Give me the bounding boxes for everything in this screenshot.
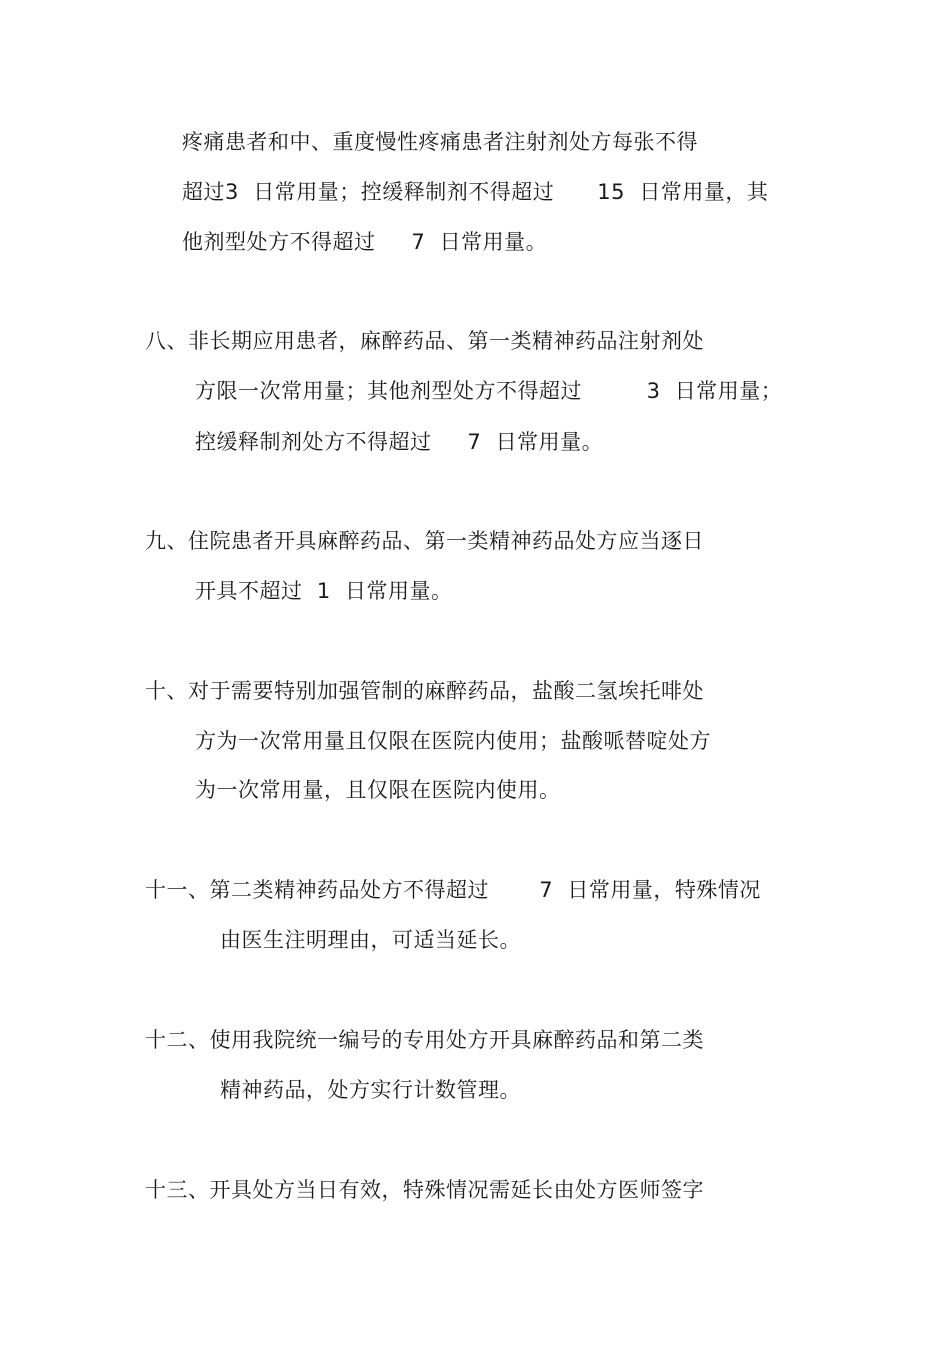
text-line: 他剂型处方不得超过 7 日常用量。 bbox=[182, 230, 548, 254]
text-line: 开具不超过 1 日常用量。 bbox=[195, 579, 453, 603]
text-line: 为一次常用量，且仅限在医院内使用。 bbox=[195, 778, 561, 802]
section-11-heading: 十一、第二类精神药品处方不得超过 7 日常用量，特殊情况 bbox=[145, 878, 761, 902]
text-line: 精神药品，处方实行计数管理。 bbox=[220, 1078, 521, 1102]
text-line: 方为一次常用量且仅限在医院内使用；盐酸哌替啶处方 bbox=[195, 729, 711, 753]
section-10-heading: 十、对于需要特别加强管制的麻醉药品，盐酸二氢埃托啡处 bbox=[145, 679, 704, 703]
section-8-heading: 八、非长期应用患者，麻醉药品、第一类精神药品注射剂处 bbox=[145, 329, 704, 353]
section-12-heading: 十二、使用我院统一编号的专用处方开具麻醉药品和第二类 bbox=[145, 1028, 704, 1052]
text-line: 控缓释制剂处方不得超过 7 日常用量。 bbox=[195, 430, 604, 454]
text-line: 方限一次常用量；其他剂型处方不得超过 3 日常用量； bbox=[195, 379, 783, 403]
section-9-heading: 九、住院患者开具麻醉药品、第一类精神药品处方应当逐日 bbox=[145, 529, 704, 553]
section-13-heading: 十三、开具处方当日有效，特殊情况需延长由处方医师签字 bbox=[145, 1178, 704, 1202]
text-line: 疼痛患者和中、重度慢性疼痛患者注射剂处方每张不得 bbox=[182, 130, 698, 154]
text-line: 由医生注明理由，可适当延长。 bbox=[220, 928, 521, 952]
text-line: 超过3 日常用量；控缓释制剂不得超过 15 日常用量，其 bbox=[182, 180, 769, 204]
